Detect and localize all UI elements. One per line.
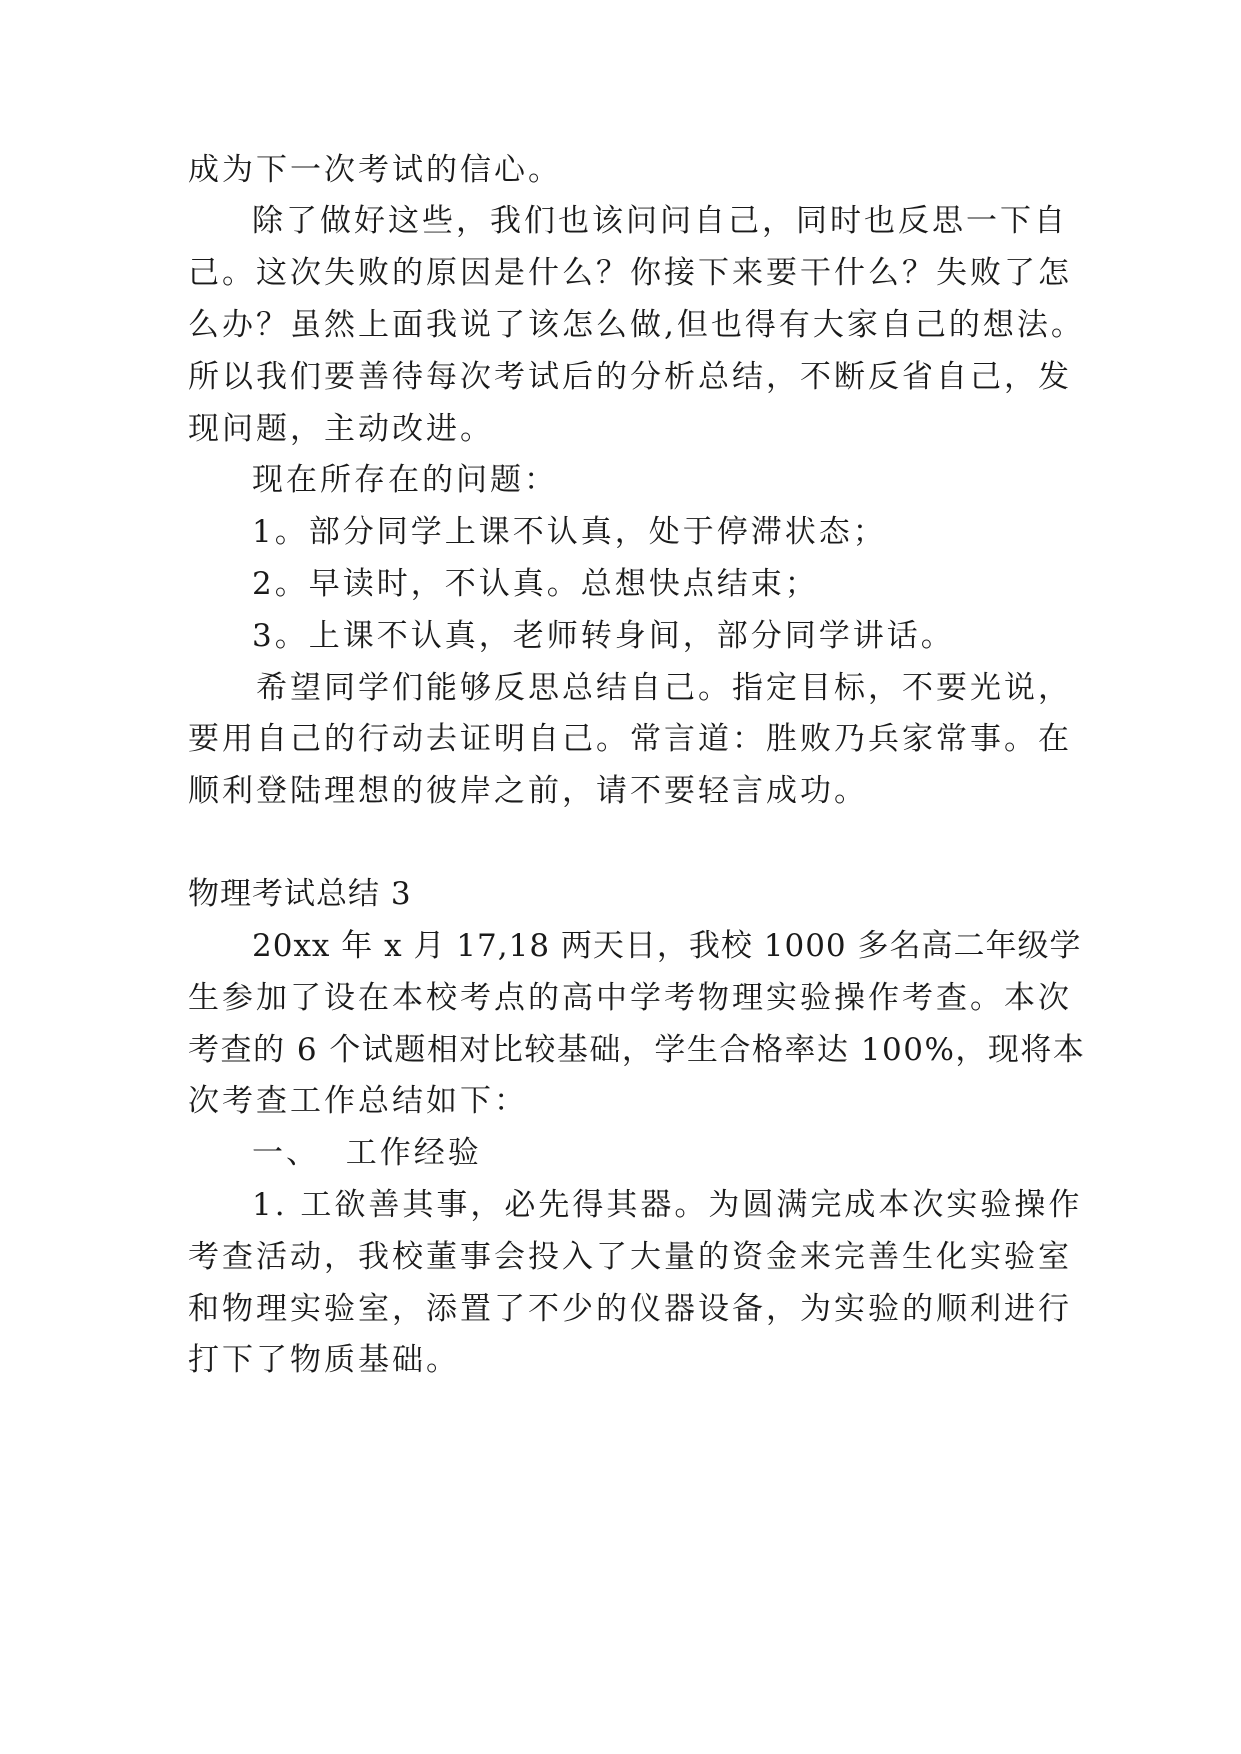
text-line: 顺利登陆理想的彼岸之前，请不要轻言成功。 (188, 773, 868, 809)
text-line: 除了做好这些，我们也该问问自己，同时也反思一下自 (252, 203, 1068, 239)
text-line: 和物理实验室，添置了不少的仪器设备，为实验的顺利进行 (188, 1291, 1072, 1327)
text-line: 希望同学们能够反思总结自己。指定目标，不要光说， (256, 670, 1072, 706)
text-line: 20xx 年 x 月 17,18 两天日，我校 1000 多名高二年级学 (252, 928, 1082, 964)
text-line: 考查的 6 个试题相对比较基础，学生合格率达 100%，现将本 (188, 1032, 1086, 1068)
text-line: 么办？虽然上面我说了该怎么做,但也得有大家自己的想法。 (188, 307, 1085, 343)
list-item: 3。上课不认真，老师转身间，部分同学讲话。 (252, 618, 955, 654)
text-line: 现问题，主动改进。 (188, 411, 494, 447)
text-line: 打下了物质基础。 (188, 1342, 460, 1378)
list-item: 1。部分同学上课不认真，处于停滞状态； (252, 514, 887, 550)
text-line: 现在所存在的问题： (252, 462, 558, 498)
subsection-heading: 一、 工作经验 (252, 1135, 482, 1171)
text-line: 己。这次失败的原因是什么？你接下来要干什么？失败了怎 (188, 255, 1072, 291)
list-item: 2。早读时，不认真。总想快点结束； (252, 566, 819, 602)
section-title: 物理考试总结 3 (188, 876, 412, 912)
text-line: 生参加了设在本校考点的高中学考物理实验操作考查。本次 (188, 980, 1072, 1016)
text-line: 次考查工作总结如下： (188, 1083, 528, 1119)
text-line: 所以我们要善待每次考试后的分析总结，不断反省自己，发 (188, 359, 1072, 395)
text-line: 成为下一次考试的信心。 (188, 152, 562, 188)
text-line: 1. 工欲善其事，必先得其器。为圆满完成本次实验操作 (252, 1187, 1083, 1223)
text-line: 考查活动，我校董事会投入了大量的资金来完善生化实验室 (188, 1239, 1072, 1275)
text-line: 要用自己的行动去证明自己。常言道：胜败乃兵家常事。在 (188, 721, 1072, 757)
